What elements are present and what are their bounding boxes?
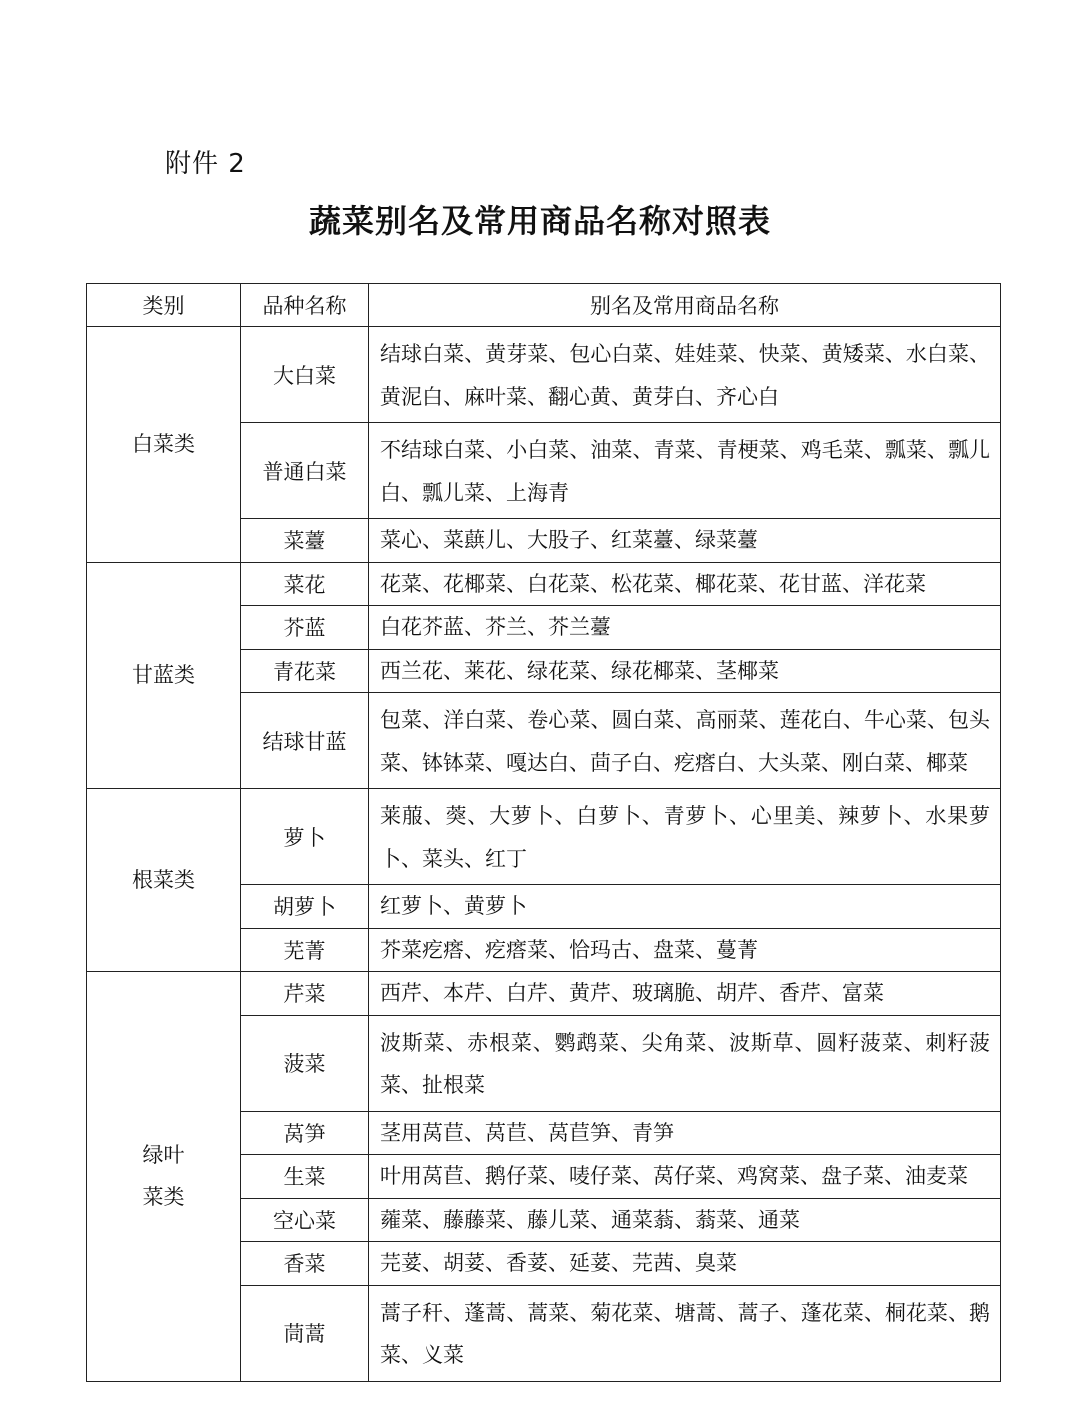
aliases-cell: 茎用莴苣、莴苣、莴苣笋、青笋 bbox=[369, 1111, 1001, 1155]
table-row bbox=[87, 789, 1001, 885]
aliases-cell: 菜心、菜蕻儿、大股子、红菜薹、绿菜薹 bbox=[369, 519, 1001, 563]
variety-cell: 菜薹 bbox=[241, 519, 369, 563]
table-row bbox=[87, 327, 1001, 423]
variety-cell: 大白菜 bbox=[241, 327, 369, 423]
page-title: 蔬菜别名及常用商品名称对照表 bbox=[308, 202, 771, 240]
column-header-variety: 品种名称 bbox=[241, 284, 369, 327]
category-label: 根菜类 bbox=[132, 868, 195, 892]
variety-cell: 芜菁 bbox=[241, 928, 369, 972]
column-header-aliases: 别名及常用商品名称 bbox=[369, 284, 1001, 327]
category-label: 白菜类 bbox=[132, 432, 195, 457]
variety-cell: 空心菜 bbox=[241, 1198, 369, 1242]
category-cell bbox=[87, 327, 241, 563]
variety-cell: 青花菜 bbox=[241, 649, 369, 693]
aliases-cell: 芥菜疙瘩、疙瘩菜、恰玛古、盘菜、蔓菁 bbox=[369, 928, 1001, 972]
variety-cell: 芥蓝 bbox=[241, 606, 369, 650]
variety-cell: 菠菜 bbox=[241, 1015, 369, 1111]
aliases-cell: 红萝卜、黄萝卜 bbox=[369, 885, 1001, 929]
aliases-cell: 莱菔、葖、大萝卜、白萝卜、青萝卜、心里美、辣萝卜、水果萝卜、菜头、红丁 bbox=[369, 789, 1001, 885]
aliases-cell: 花菜、花椰菜、白花菜、松花菜、椰花菜、花甘蓝、洋花菜 bbox=[369, 562, 1001, 606]
variety-cell: 萝卜 bbox=[241, 789, 369, 885]
table-row bbox=[87, 972, 1001, 1016]
category-cell bbox=[87, 562, 241, 789]
aliases-cell: 西芹、本芹、白芹、黄芹、玻璃脆、胡芹、香芹、富菜 bbox=[369, 972, 1001, 1016]
aliases-cell: 不结球白菜、小白菜、油菜、青菜、青梗菜、鸡毛菜、瓢菜、瓢儿白、瓢儿菜、上海青 bbox=[369, 423, 1001, 519]
variety-cell: 茼蒿 bbox=[241, 1285, 369, 1381]
aliases-cell: 叶用莴苣、鹅仔菜、唛仔菜、莴仔菜、鸡窝菜、盘子菜、油麦菜 bbox=[369, 1155, 1001, 1199]
variety-cell: 结球甘蓝 bbox=[241, 693, 369, 789]
category-label: 甘蓝类 bbox=[132, 663, 195, 688]
table-header-row bbox=[87, 284, 1001, 327]
variety-cell: 菜花 bbox=[241, 562, 369, 606]
aliases-cell: 芫荽、胡荽、香荽、延荽、芫茜、臭菜 bbox=[369, 1242, 1001, 1286]
variety-cell: 生菜 bbox=[241, 1155, 369, 1199]
variety-cell: 莴笋 bbox=[241, 1111, 369, 1155]
table-row bbox=[87, 562, 1001, 606]
category-cell bbox=[87, 789, 241, 972]
aliases-cell: 包菜、洋白菜、卷心菜、圆白菜、高丽菜、莲花白、牛心菜、包头菜、钵钵菜、嘎达白、茴子白、疙瘩白、大头菜、刚白菜、椰菜 bbox=[369, 693, 1001, 789]
variety-cell: 香菜 bbox=[241, 1242, 369, 1286]
category-label-line-2: 菜类 bbox=[142, 1185, 185, 1210]
aliases-cell: 波斯菜、赤根菜、鹦鹉菜、尖角菜、波斯草、圆籽菠菜、刺籽菠菜、扯根菜 bbox=[369, 1015, 1001, 1111]
vegetable-alias-table bbox=[86, 283, 1001, 1382]
attachment-label: 附件 2 bbox=[165, 149, 246, 179]
aliases-cell: 蕹菜、藤藤菜、藤儿菜、通菜蓊、蓊菜、通菜 bbox=[369, 1198, 1001, 1242]
aliases-cell: 白花芥蓝、芥兰、芥兰薹 bbox=[369, 606, 1001, 650]
aliases-cell: 西兰花、莱花、绿花菜、绿花椰菜、茎椰菜 bbox=[369, 649, 1001, 693]
aliases-cell: 结球白菜、黄芽菜、包心白菜、娃娃菜、快菜、黄矮菜、水白菜、黄泥白、麻叶菜、翻心黄、黄芽白、齐心白 bbox=[369, 327, 1001, 423]
category-cell bbox=[87, 972, 241, 1382]
variety-cell: 胡萝卜 bbox=[241, 885, 369, 929]
variety-cell: 普通白菜 bbox=[241, 423, 369, 519]
variety-cell: 芹菜 bbox=[241, 972, 369, 1016]
aliases-cell: 蒿子秆、蓬蒿、蒿菜、菊花菜、塘蒿、蒿子、蓬花菜、桐花菜、鹅菜、义菜 bbox=[369, 1285, 1001, 1381]
column-header-category: 类别 bbox=[87, 284, 241, 327]
category-label-line-1: 绿叶 bbox=[142, 1143, 185, 1168]
